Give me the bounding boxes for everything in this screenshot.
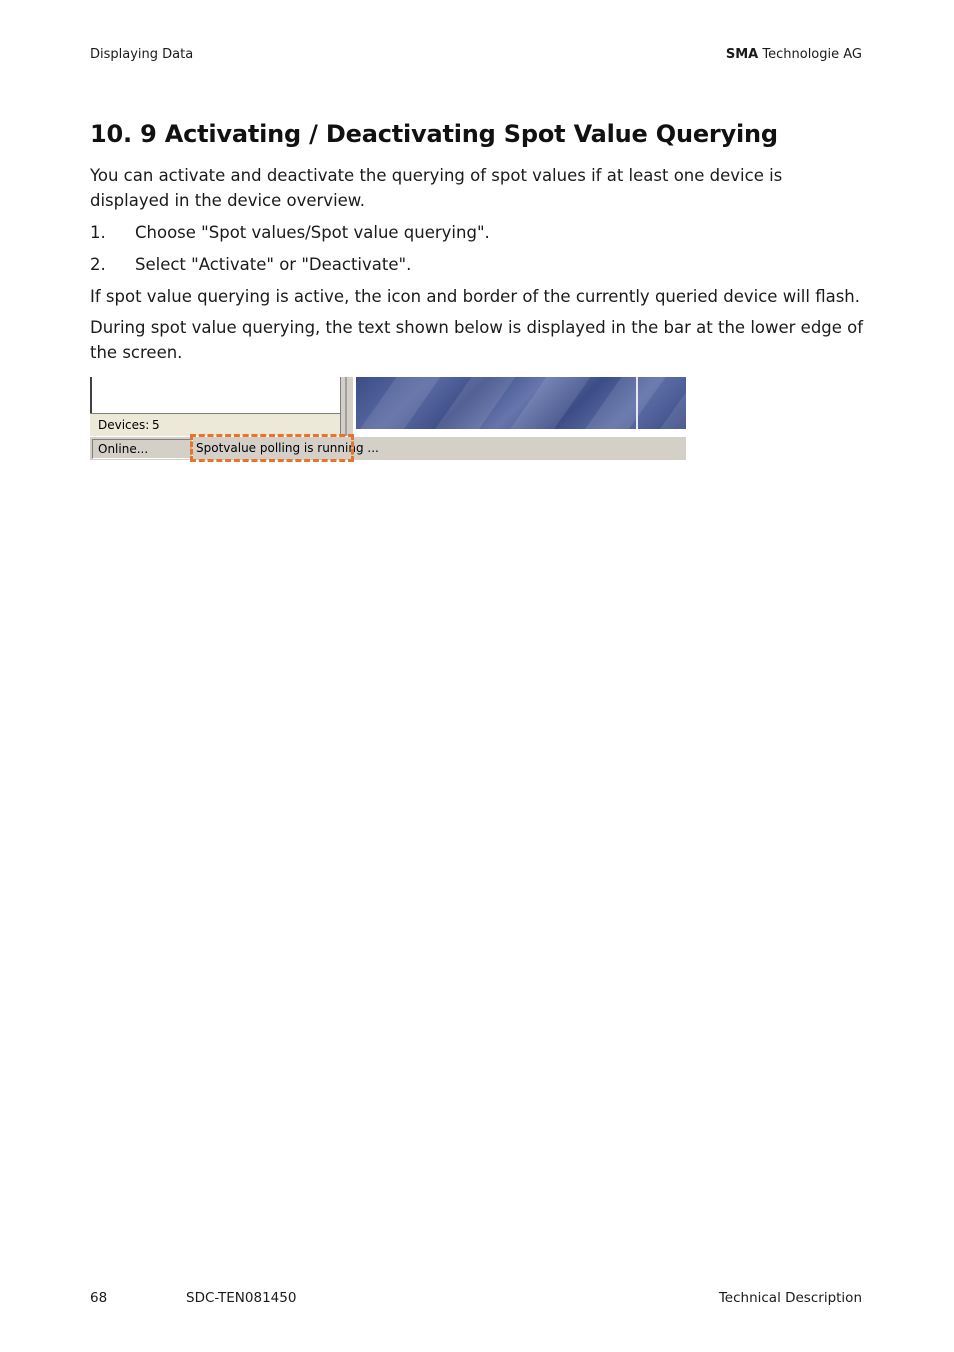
splitter-handle[interactable] <box>340 377 354 436</box>
background-image <box>356 377 686 429</box>
status-bar <box>90 436 686 460</box>
step-number: 2. <box>90 255 106 274</box>
page-number: 68 <box>90 1290 108 1306</box>
step-number: 1. <box>90 223 106 242</box>
step-text: Select "Activate" or "Deactivate". <box>135 255 412 274</box>
status-polling-field: Spotvalue polling is running ... <box>196 441 379 455</box>
running-header-company <box>726 47 862 62</box>
document-type: Technical Description <box>718 1290 862 1306</box>
step-text: Choose "Spot values/Spot value querying". <box>135 223 490 242</box>
status-online-field: Online... <box>92 439 193 459</box>
document-id: SDC-TEN081450 <box>186 1290 297 1306</box>
step-2 <box>90 252 411 277</box>
during-paragraph: During spot value querying, the text shown below is displayed in the bar at the lower edge of the screen. <box>90 318 864 362</box>
intro-paragraph: You can activate and deactivate the querying of spot values if at least one device is displayed in the device overview. <box>90 166 783 210</box>
running-header-section: Displaying Data <box>90 47 194 62</box>
brand-name: SMA <box>725 47 759 62</box>
company-suffix: Technologie AG <box>758 47 862 62</box>
step-1 <box>90 220 490 245</box>
devices-count: 5 <box>152 418 160 432</box>
image-divider <box>636 377 638 429</box>
polling-highlight-frame <box>190 434 379 462</box>
active-paragraph: If spot value querying is active, the icon and border of the currently queried device will flash. <box>90 287 860 306</box>
devices-label: Devices: <box>98 418 150 432</box>
section-heading: 10. 9 Activating / Deactivating Spot Value Querying <box>90 120 778 148</box>
device-overview-panel <box>90 377 340 436</box>
status-bar-screenshot <box>90 377 686 459</box>
panel-border <box>90 377 92 413</box>
